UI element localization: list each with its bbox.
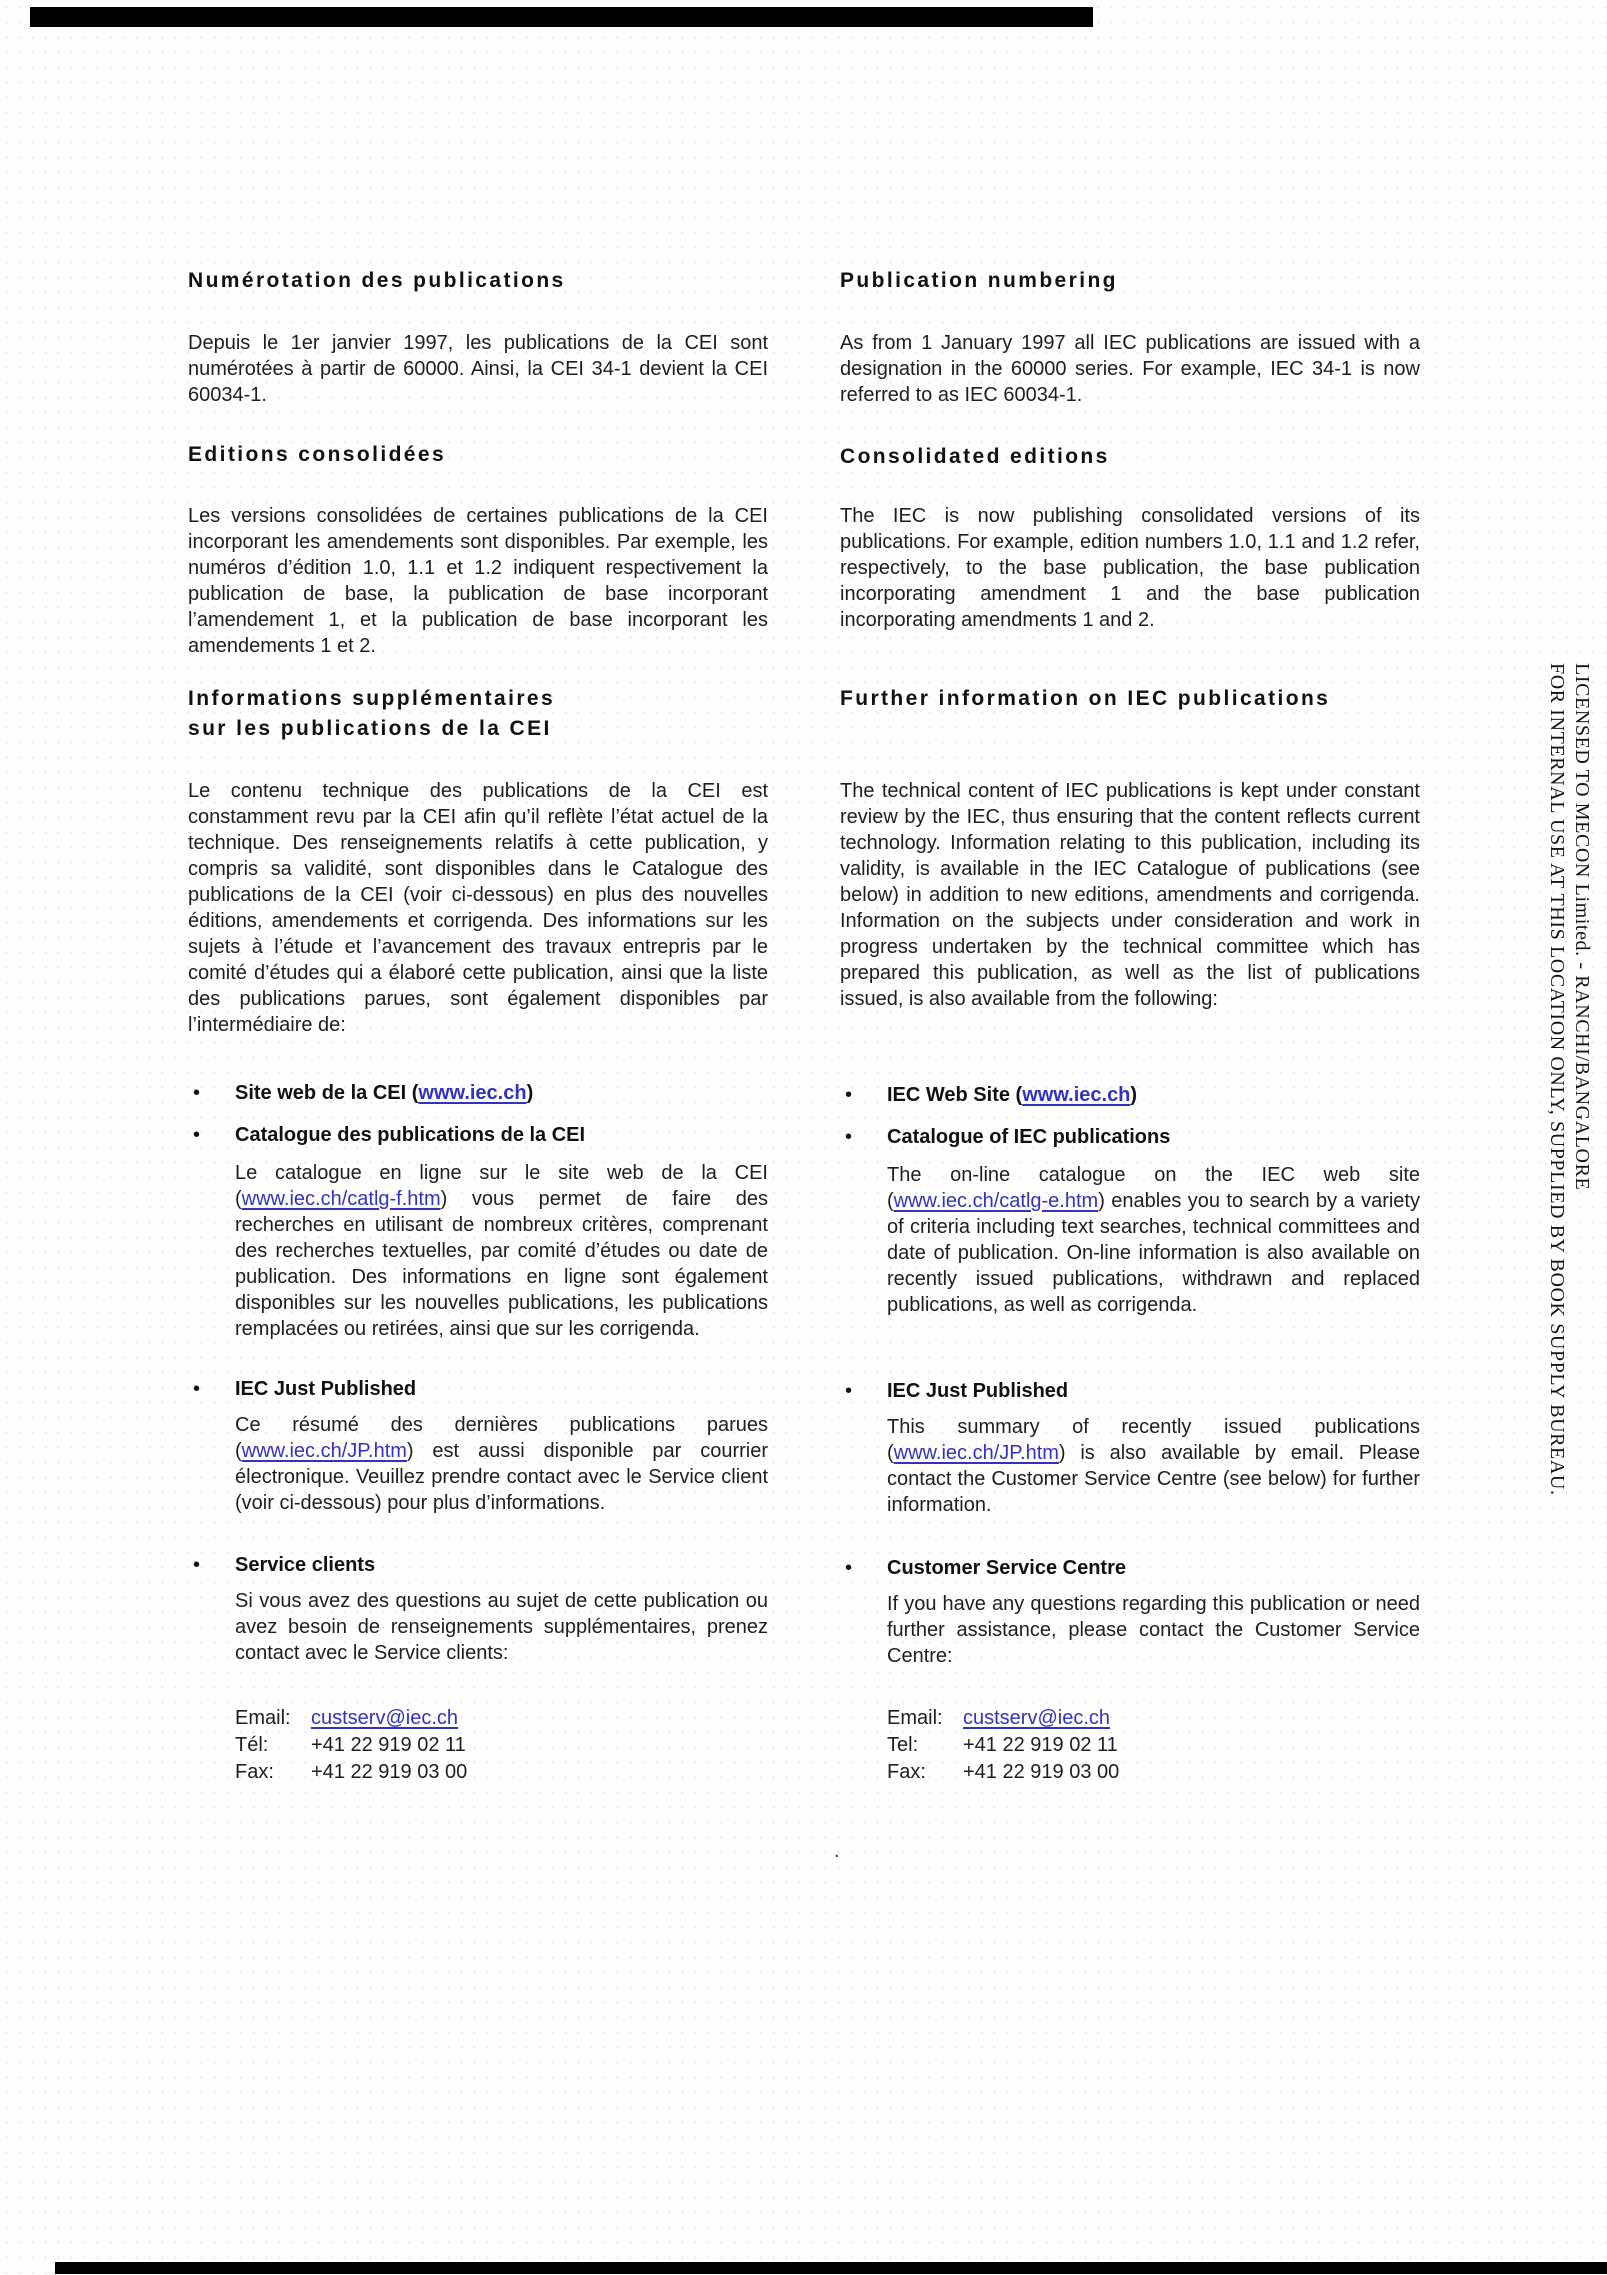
bullet-title-customer-service: Customer Service Centre	[887, 1557, 1126, 1579]
heading-numerotation: Numérotation des publications	[188, 269, 566, 292]
bullet-body-catalogue: Le catalogue en ligne sur le site web de la CEI (www.iec.ch/catlg-f.htm) vous permet de faire des recherches en utilisant de nombreux critères, comprenant des recherches textuelles, par comité d’études ou date de publication. Des informations en ligne sont également disponibles sur les nouvelles publications, les publications remplacées ou retirées, ainsi que sur les corrigenda.	[235, 1162, 768, 1340]
paragraph-editions-consolidees: Les versions consolidées de certaines publications de la CEI incorporant les amendements sont disponibles. Par exemple, les numéros d’édition 1.0, 1.1 et 1.2 indiquent respectivement la publication de base, la publication de base incorporant l’amendement 1, et la publication de base incorporant les amendements 1 et 2.	[188, 505, 768, 657]
list-item	[840, 1378, 1420, 1404]
bullet-body-just-published: Ce résumé des dernières publications parues (www.iec.ch/JP.htm) est aussi disponible par courrier électronique. Veuillez prendre contact avec le Service client (voir ci-dessous) pour plus d’informations.	[235, 1414, 768, 1514]
contact-row-fax: Fax: +41 22 919 03 00	[887, 1761, 1120, 1783]
bullet-title-just-published: IEC Just Published	[887, 1380, 1069, 1402]
contact-row-tel: Tél: +41 22 919 02 11	[235, 1734, 466, 1756]
contact-row-email: Email: custserv@iec.ch	[887, 1705, 1420, 1732]
doc-link[interactable]: www.iec.ch/catlg-e.htm	[893, 1190, 1099, 1212]
list-item	[188, 1552, 768, 1578]
heading-further-information: Further information on IEC publications	[840, 687, 1331, 710]
list-item	[840, 1082, 1420, 1108]
bullet-icon: •	[193, 1378, 201, 1400]
doc-link[interactable]: www.iec.ch	[1022, 1084, 1131, 1106]
bullet-title-web-site: IEC Web Site (www.iec.ch)	[887, 1084, 1138, 1106]
doc-link[interactable]: www.iec.ch/JP.htm	[241, 1440, 407, 1462]
bullet-icon: •	[845, 1126, 853, 1148]
english-column	[840, 0, 1420, 2275]
bullet-body-service-clients: Si vous avez des questions au sujet de cette publication ou avez besoin de renseignements supplémentaires, prenez contact avec le Service clients:	[235, 1590, 768, 1664]
bullet-icon: •	[845, 1084, 853, 1106]
stray-period-mark: .	[834, 1840, 840, 1862]
contact-block-fr	[235, 1705, 768, 1786]
paragraph-informations: Le contenu technique des publications de la CEI est constamment revu par la CEI afin qu’il reflète l’état actuel de la technique. Des renseignements relatifs à cette publication, y compris sa validité, sont disponibles dans le Catalogue des publications de la CEI (voir ci-dessous) en plus des nouvelles éditions, amendements et corrigenda. Des informations sur les sujets à l’étude et l’avancement des travaux entrepris par le comité d’études qui a élaboré cette publication, ainsi que la liste des publications parues, sont également disponibles par l’intermédiaire de:	[188, 780, 768, 1036]
bullet-icon: •	[845, 1557, 853, 1579]
email-link[interactable]: custserv@iec.ch	[311, 1707, 459, 1729]
contact-row-email: Email: custserv@iec.ch	[235, 1705, 768, 1732]
bullet-icon: •	[193, 1082, 201, 1104]
list-item	[840, 1555, 1420, 1581]
heading-consolidated-editions: Consolidated editions	[840, 445, 1110, 468]
doc-link[interactable]: www.iec.ch/JP.htm	[893, 1442, 1059, 1464]
doc-link[interactable]: www.iec.ch	[418, 1082, 527, 1104]
bullet-body-just-published: This summary of recently issued publications (www.iec.ch/JP.htm) is also available by email. Please contact the Customer Service Centre (see below) for further information.	[887, 1416, 1420, 1516]
paragraph-further-information: The technical content of IEC publications is kept under constant review by the IEC, thus ensuring that the content reflects current technology. Information relating to this publication, including its validity, is available in the IEC Catalogue of publications (see below) in addition to new editions, amendments and corrigenda. Information on the subjects under consideration and work in progress undertaken by the technical committee which has prepared this publication, as well as the list of publications issued, is also available from the following:	[840, 780, 1420, 1010]
paragraph-consolidated-editions: The IEC is now publishing consolidated versions of its publications. For example, edition numbers 1.0, 1.1 and 1.2 refer, respectively, to the base publication, the base publication incorporating amendment 1 and the base publication incorporating amendments 1 and 2.	[840, 505, 1420, 631]
license-watermark	[1544, 663, 1594, 1496]
license-line-2: FOR INTERNAL USE AT THIS LOCATION ONLY, SUPPLIED BY BOOK SUPPLY BUREAU.	[1546, 663, 1568, 1496]
paragraph-publication-numbering: As from 1 January 1997 all IEC publications are issued with a designation in the 60000 series. For example, IEC 34-1 is now referred to as IEC 60034-1.	[840, 332, 1420, 406]
bullet-icon: •	[845, 1380, 853, 1402]
list-item	[840, 1124, 1420, 1150]
list-item	[188, 1376, 768, 1402]
email-link[interactable]: custserv@iec.ch	[963, 1707, 1111, 1729]
bullet-body-catalogue: The on-line catalogue on the IEC web site (www.iec.ch/catlg-e.htm) enables you to search by a variety of criteria including text searches, technical committees and date of publication. On-line information is also available on recently issued publications, withdrawn and replaced publications, as well as corrigenda.	[887, 1164, 1420, 1316]
doc-link[interactable]: www.iec.ch/catlg-f.htm	[241, 1188, 441, 1210]
heading-publication-numbering: Publication numbering	[840, 269, 1118, 292]
bullet-icon: •	[193, 1554, 201, 1576]
heading-editions-consolidees: Editions consolidées	[188, 443, 447, 466]
contact-row-fax: Fax: +41 22 919 03 00	[235, 1761, 468, 1783]
list-item	[188, 1122, 768, 1148]
heading-informations-supplementaires: Informations supplémentaires sur les publications de la CEI	[188, 687, 556, 740]
bullet-title-catalogue: Catalogue des publications de la CEI	[235, 1124, 586, 1146]
bullet-title-service-clients: Service clients	[235, 1554, 376, 1576]
contact-block-en	[887, 1705, 1420, 1786]
license-line-1: LICENSED TO MECON Limited. - RANCHI/BANGALORE	[1571, 663, 1593, 1191]
paragraph-numerotation: Depuis le 1er janvier 1997, les publications de la CEI sont numérotées à partir de 60000. Ainsi, la CEI 34-1 devient la CEI 60034-1.	[188, 332, 768, 406]
bullet-icon: •	[193, 1124, 201, 1146]
bullet-title-catalogue: Catalogue of IEC publications	[887, 1126, 1171, 1148]
contact-row-tel: Tel: +41 22 919 02 11	[887, 1734, 1118, 1756]
bullet-title-site-web: Site web de la CEI (www.iec.ch)	[235, 1082, 534, 1104]
bullet-body-customer-service: If you have any questions regarding this publication or need further assistance, please contact the Customer Service Centre:	[887, 1593, 1420, 1667]
bullet-title-just-published: IEC Just Published	[235, 1378, 417, 1400]
list-item	[188, 1080, 768, 1106]
french-column	[188, 0, 768, 2275]
